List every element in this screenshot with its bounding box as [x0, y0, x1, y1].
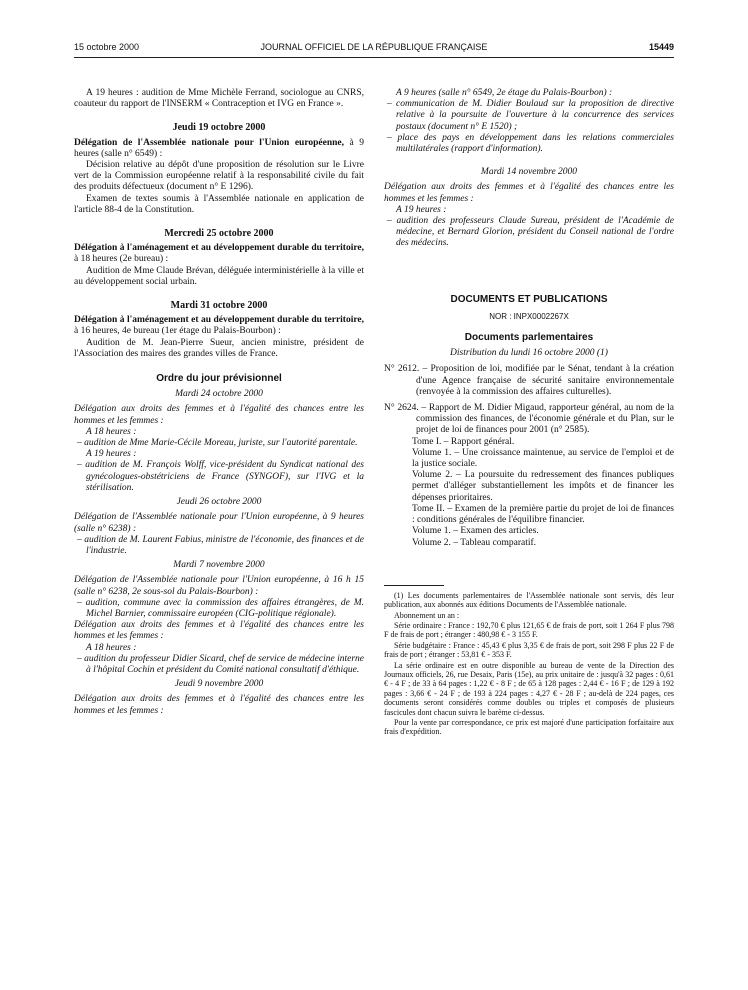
time-line: A 18 heures : [86, 426, 137, 437]
delegation-line: Délégation aux droits des femmes et à l'égalité des chances entre les hommes et les femmes : [74, 620, 364, 642]
section-heading: Documents parlementaires [464, 332, 594, 344]
tome-line: Volume 1. – Examen des articles. [412, 526, 539, 537]
footnote-paragraph: Abonnement un an : [394, 610, 460, 620]
section-heading: Ordre du jour prévisionnel [156, 373, 282, 385]
date-subheading: Mardi 24 octobre 2000 [175, 389, 263, 400]
footnote-paragraph: Série budgétaire : France : 45,43 € plus 3,35 € de frais de port, soit 298 F plus 22 F de frais de port ; étranger : 53,81 € - 353 F. [384, 640, 674, 660]
time-line: A 18 heures : [86, 642, 137, 653]
agenda-item: – audition de M. François Wolff, vice-président du Syndicat national des gynécologues-obstétriciens de France (SYNGOF), sur l'IVG et la stérilisation. [77, 460, 364, 493]
document-entry: N° 2624. – Rapport de M. Didier Migaud, rapporteur général, au nom de la commission des finances, de l'économie générale et du Plan, sur le projet de loi de finances pour 2001 (n° 2585). [384, 403, 674, 436]
paragraph: Délégation de l'Assemblée nationale pour l'Union européenne, à 9 heures (salle n° 6549) : [74, 137, 364, 159]
delegation-line: Délégation aux droits des femmes et à l'égalité des chances entre les hommes et les femmes : [74, 404, 364, 426]
paragraph: Examen de textes soumis à l'Assemblée nationale en application de l'article 88-4 de la Constitution. [74, 193, 364, 215]
agenda-item: – place des pays en développement dans les relations commerciales multilatérales (rapport d'information). [387, 132, 674, 155]
nor-reference: NOR : INPX0002267X [489, 311, 569, 321]
delegation-line: Délégation aux droits des femmes et à l'égalité des chances entre les hommes et les femmes : [384, 182, 674, 204]
footnote [384, 591, 674, 737]
paragraph: Délégation à l'aménagement et au développement durable du territoire, à 18 heures (2e bureau) : [74, 243, 364, 265]
tome-line: Tome I. – Rapport général. [412, 436, 515, 447]
time-line: A 9 heures (salle n° 6549, 2e étage du Palais-Bourbon) : [396, 88, 613, 98]
agenda-item: – audition du professeur Didier Sicard, chef de service de médecine interne à l'hôpital Cochin et président du Comité national consultatif d'éthique. [77, 653, 364, 675]
tome-line: Volume 1. – Une croissance maintenue, au service de l'emploi et de la justice sociale. [412, 447, 674, 470]
right-column [384, 88, 674, 738]
date-subheading: Jeudi 9 novembre 2000 [174, 679, 264, 690]
date-subheading: Mardi 7 novembre 2000 [173, 560, 265, 571]
delegation-line: Délégation aux droits des femmes et à l'égalité des chances entre les hommes et les femmes : [74, 694, 364, 716]
agenda-item: – audition de Mme Marie-Cécile Moreau, juriste, sur l'autorité parentale. [77, 438, 358, 449]
section-heading: Mercredi 25 octobre 2000 [164, 228, 274, 240]
tome-line: Volume 2. – La poursuite du redressement des finances publiques permet d'alléger substantiellement les impôts et de financer les dépenses prioritaires. [412, 470, 674, 503]
date-subheading: Mardi 14 novembre 2000 [480, 167, 578, 178]
header-journal-title: JOURNAL OFFICIEL DE LA RÉPUBLIQUE FRANÇAISE [260, 42, 488, 52]
section-heading: Mardi 31 octobre 2000 [170, 300, 268, 312]
section-heading: Jeudi 19 octobre 2000 [172, 122, 266, 134]
tome-line: Volume 2. – Tableau comparatif. [412, 537, 537, 548]
header-rule [74, 57, 674, 58]
header-page-number: 15449 [648, 42, 674, 52]
footnote-paragraph: La série ordinaire est en outre disponible au bureau de vente de la Direction des Journaux officiels, 26, rue Desaix, Paris (15e), au prix unitaire de : jusqu'à 32 pages : 0,61 € - 4 F ; de 33 à 64 pages : 1,22 € - 8 F ; de 65 à 128 pages : 2,44 € - 16 F ; de 129 à 192 pages : 3,66 € - 24 F ; de 193 à 224 pages : 4,27 € - 28 F ; au-delà de 224 pages, ces documents seront considérés comme doubles ou triples et composés de plusieurs fascicules dont chacun suivra le barème ci-dessus. [384, 660, 674, 717]
agenda-item: – audition, commune avec la commission des affaires étrangères, de M. Michel Barnier, commissaire européen (CIG-politique régionale). [77, 597, 364, 619]
page-header [74, 42, 674, 56]
time-line: A 19 heures : [396, 204, 447, 215]
agenda-item: – communication de M. Didier Boulaud sur la proposition de directive relative à la poursuite de l'ouverture à la concurrence des services postaux (document n° E 1520) ; [387, 99, 674, 132]
paragraph: A 19 heures : audition de Mme Michèle Ferrand, sociologue au CNRS, coauteur du rapport de l'INSERM « Contraception et IVG en France ». [74, 88, 364, 110]
left-column [74, 88, 364, 717]
agenda-item: – audition des professeurs Claude Sureau, président de l'Académie de médecine, et Bernard Glorion, président du Conseil national de l'ordre des médecins. [387, 216, 674, 249]
document-entry: N° 2612. – Proposition de loi, modifiée par le Sénat, tendant à la création d'une Agence française de sécurité sanitaire environnementale (renvoyée à la commission des affaires culturelles). [384, 364, 674, 397]
footnote-paragraph: Série ordinaire : France : 192,70 € plus 121,65 € de frais de port, soit 1 264 F plus 798 F de frais de port ; étranger : 480,98 € - 3 155 F. [384, 620, 674, 640]
paragraph: Audition de Mme Claude Brévan, déléguée interministérielle à la ville et au développement social urbain. [74, 265, 364, 287]
footnote-paragraph: (1) Les documents parlementaires de l'Assemblée nationale sont servis, dès leur publication, aux abonnés aux éditions Documents de l'Assemblée nationale. [384, 590, 674, 610]
paragraph: Délégation à l'aménagement et au développement durable du territoire, à 16 heures, 4e bureau (1er étage du Palais-Bourbon) : [74, 315, 364, 337]
footnote-paragraph: Pour la vente par correspondance, ce prix est majoré d'une participation forfaitaire aux frais d'expédition. [384, 717, 674, 737]
delegation-line: Délégation de l'Assemblée nationale pour l'Union européenne, à 9 heures (salle n° 6238) : [74, 512, 364, 534]
time-line: A 19 heures : [86, 449, 137, 460]
paragraph: Audition de M. Jean-Pierre Sueur, ancien ministre, président de l'Association des maires des grandes villes de France. [74, 337, 364, 359]
date-subheading: Jeudi 26 octobre 2000 [176, 497, 262, 508]
paragraph: Décision relative au dépôt d'une proposition de résolution sur le Livre vert de la Commission européenne relatif à la responsabilité civile du fait des produits défectueux (document n° E 1296). [74, 160, 364, 193]
delegation-line: Délégation de l'Assemblée nationale pour l'Union européenne, à 16 h 15 (salle n° 6238, 2e sous-sol du Palais-Bourbon) : [74, 575, 364, 597]
section-heading: DOCUMENTS ET PUBLICATIONS [450, 293, 608, 305]
footnote-rule [384, 585, 444, 586]
agenda-item: – audition de M. Laurent Fabius, ministre de l'économie, des finances et de l'industrie. [77, 534, 364, 556]
distribution-line: Distribution du lundi 16 octobre 2000 (1) [450, 348, 608, 359]
tome-line: Tome II. – Examen de la première partie du projet de loi de finances : conditions générales de l'équilibre financier. [412, 503, 674, 526]
header-date: 15 octobre 2000 [74, 42, 140, 52]
